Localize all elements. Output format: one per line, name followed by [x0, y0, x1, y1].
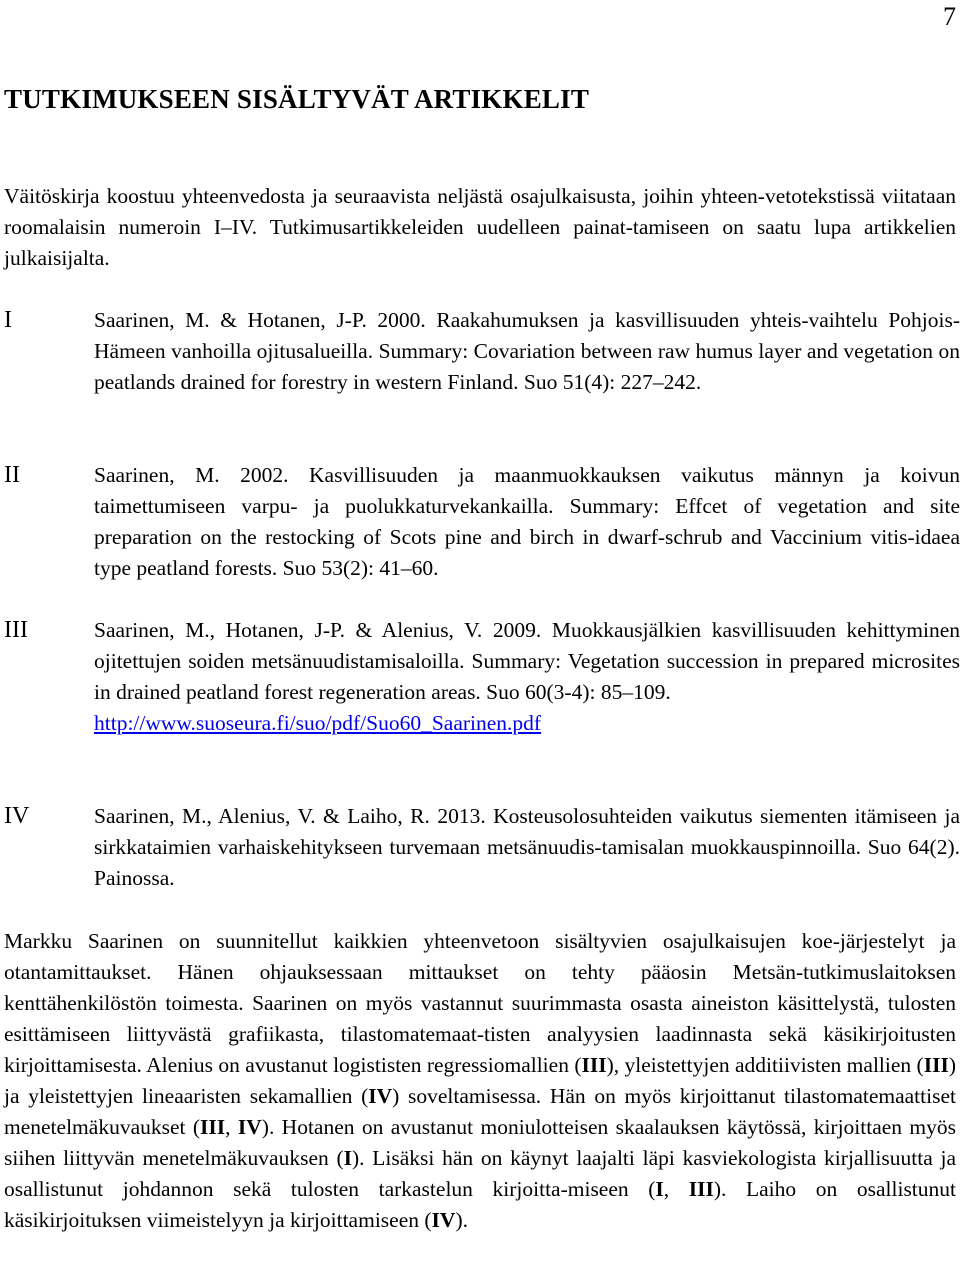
page-title: TUTKIMUKSEEN SISÄLTYVÄT ARTIKKELIT: [4, 84, 590, 114]
page-number: 7: [943, 2, 956, 31]
article-numeral: IV: [4, 803, 30, 829]
contrib-text: ). Hotanen on avustanut moniulotteisen skaalauksen käytössä, kirjoittaen myös siihen liittyvän menetelmäkuvauksen (: [4, 1115, 957, 1170]
contrib-text: ). Laiho on osallistunut käsikirjoituksen viimeistelyyn ja kirjoittamiseen (: [4, 1177, 957, 1232]
intro-paragraph: Väitöskirja koostuu yhteenvedosta ja seuraavista neljästä osajulkaisusta, joihin yhteen-vetotekstissä viitataan roomalaisin numeroin I–IV. Tutkimusartikkeleiden uudelleen painat-tamiseen on saatu lupa artikkelien julkaisijalta.: [4, 184, 956, 270]
article-numeral: III: [4, 617, 28, 643]
article-ref-bold: IV: [237, 1115, 262, 1139]
contrib-text: ,: [225, 1115, 238, 1139]
contrib-text: ) ja yleistettyjen lineaaristen sekamallien (: [4, 1053, 956, 1108]
article-numeral: II: [4, 462, 20, 488]
article-ref-bold: III: [923, 1053, 949, 1077]
article-ref-bold: III: [581, 1053, 607, 1077]
article-ref-bold: III: [688, 1177, 714, 1201]
article-reference-block: [94, 615, 960, 739]
article-url-link[interactable]: http://www.suoseura.fi/suo/pdf/Suo60_Saarinen.pdf: [94, 711, 542, 735]
article-ref-bold: III: [200, 1115, 226, 1139]
article-reference: Saarinen, M. 2002. Kasvillisuuden ja maanmuokkauksen vaikutus männyn ja koivun taimettumiseen varpu- ja puolukkaturvekankailla. Summary: Effcet of vegetation and site preparation on the restocking of Scots pine and birch in dwarf-schrub and Vaccinium vitis-idaea type peatland forests. Suo 53(2): 41–60.: [94, 463, 960, 580]
article-reference: Saarinen, M., Alenius, V. & Laiho, R. 2013. Kosteusolosuhteiden vaikutus siementen itämiseen ja sirkkataimien varhaiskehitykseen turvemaan metsänuudis-tamisalan muokkauspinnoilla. Suo 64(2). Painossa.: [94, 804, 960, 890]
contrib-text: ) soveltamisessa. Hän on myös kirjoittanut tilastomatemaattiset menetelmäkuvaukset (: [4, 1084, 956, 1139]
contrib-text: Markku Saarinen on suunnitellut kaikkien yhteenvetoon sisältyvien osajulkaisujen koe-järjestelyt ja otantamittaukset. Hänen ohjauksessaan mittaukset on tehty pääosin Metsän-tutkimuslaitoksen kenttähenkilöstön toimesta. Saarinen on myös vastannut suurimmasta osasta aineiston käsittelystä, tulosten esittämiseen liittyvästä grafiikasta, tilastomatemaat-tisten analyysien laadinnasta sekä käsikirjoitusten kirjoittamisesta. Alenius on avustanut logististen regressiomallien (: [4, 929, 956, 1077]
article-ref-bold: I: [343, 1146, 353, 1170]
contrib-text: ), yleistettyjen additiivisten mallien (: [606, 1053, 924, 1077]
contrib-text: ). Lisäksi hän on käynyt laajalti läpi kasviekologista kirjallisuutta ja osallistunut johdannon sekä tulosten tarkastelun kirjoitta-miseen (: [4, 1146, 956, 1201]
article-numeral: I: [4, 307, 12, 333]
article-ref-bold: IV: [368, 1084, 393, 1108]
article-ref-bold: IV: [431, 1208, 456, 1232]
article-reference: Saarinen, M. & Hotanen, J-P. 2000. Raakahumuksen ja kasvillisuuden yhteis-vaihtelu Pohjois-Hämeen vanhoilla ojitusalueilla. Summary: Covariation between raw humus layer and vegetation on peatlands drained for forestry in western Finland. Suo 51(4): 227–242.: [94, 308, 960, 394]
article-ref-bold: I: [655, 1177, 664, 1201]
contrib-text: ).: [455, 1208, 468, 1232]
contrib-text: ,: [663, 1177, 689, 1201]
contributions-paragraph: [4, 926, 956, 1268]
article-reference: Saarinen, M., Hotanen, J-P. & Alenius, V. 2009. Muokkausjälkien kasvillisuuden kehittyminen ojitettujen soiden metsänuudistamisaloilla. Summary: Vegetation succession in prepared microsites in drained peatland forest regeneration areas. Suo 60(3-4): 85–109.: [94, 618, 960, 704]
